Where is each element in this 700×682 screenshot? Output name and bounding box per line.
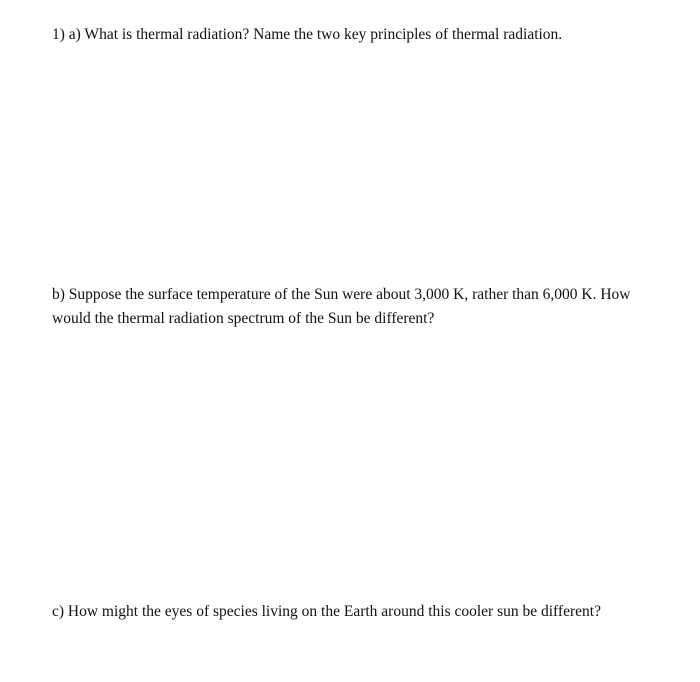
question-1c-text: c) How might the eyes of species living on the Earth around this cooler sun be different?: [52, 603, 601, 620]
question-1c: [52, 600, 672, 624]
question-1b: [52, 283, 672, 331]
question-1a-text: a) What is thermal radiation? Name the two key principles of thermal radiation.: [68, 26, 563, 43]
question-1b-line-2: would the thermal radiation spectrum of the Sun be different?: [52, 310, 435, 327]
question-number: 1): [52, 26, 69, 43]
question-1a: [52, 23, 672, 47]
question-1b-line-1: b) Suppose the surface temperature of the Sun were about 3,000 K, rather than 6,000 K. How: [52, 286, 631, 303]
